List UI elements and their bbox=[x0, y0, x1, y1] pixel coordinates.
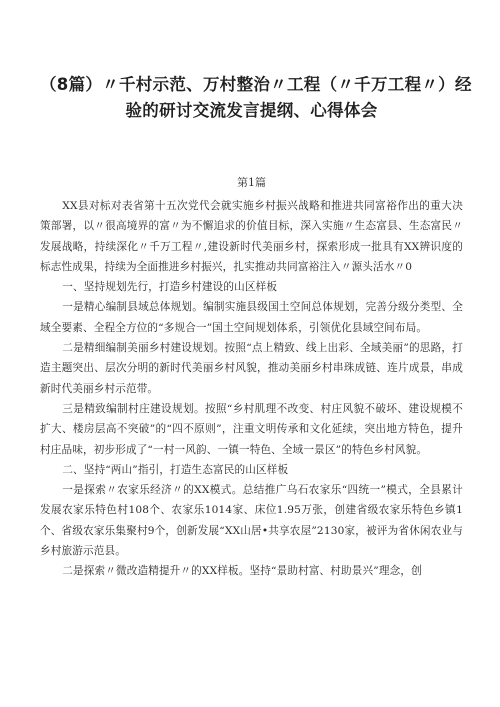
title-line-2: 验的研讨交流发言提纲、心得体会 bbox=[125, 101, 378, 120]
body-paragraph: 一是探索〃农家乐经济〃的XX模式。总结推广乌石农家乐“四统一”模式，全县累计发展农家乐特色村108个、农家乐1014家、床位1.95万张，创建省级农家乐特色乡镇1个、省级农家乐集聚村9个，创新发展“XX山居•共享农屋”2130家，被评为省休闲农业与乡村旅游示范县。 bbox=[40, 484, 463, 558]
body-paragraph: 二是精细编制美丽乡村建设规划。按照“点上精致、线上出彩、全域美丽”的思路，打造主题突出、层次分明的新时代美丽乡村风貌，推动美丽乡村串珠成链、连片成景，串成新时代美丽乡村示范带。 bbox=[40, 342, 463, 395]
body-paragraph: 三是精致编制村庄建设规划。按照“乡村肌理不改变、村庄风貌不破坏、建设规模不扩大、楼房层高不突破”的“四不原则”，注重文明传承和文化延续，突出地方特色，提升村庄品味，初步形成了“一村一风韵、一镇一特色、全域一景区”的特色乡村风貌。 bbox=[40, 402, 463, 456]
section-label: 第1篇 bbox=[237, 176, 266, 189]
section-heading-1: 一、坚持规划先行，打造乡村建设的山区样板 bbox=[62, 281, 278, 294]
section-heading-2: 二、坚持“两山”指引，打造生态富民的山区样板 bbox=[62, 463, 289, 476]
title-line-1: （8篇）〃千村示范、万村整治〃工程（〃千万工程〃）经 bbox=[40, 75, 472, 94]
document-title bbox=[40, 72, 472, 124]
intro-paragraph: XX县对标对表省第十五次党代会就实施乡村振兴战略和推进共同富裕作出的重大决策部署，以〃很高境界的富〃为不懈追求的价值目标，深入实施〃生态富县、生态富民〃发展战略，持续深化〃千万工程〃,建设新时代美丽乡村，探索形成一批具有XX辨识度的标志性成果，持续为全面推进乡村振兴，扎实推动共同富裕注入〃源头活水〃0 bbox=[40, 200, 463, 273]
body-paragraph: 一是精心编制县域总体规划。编制实施县级国土空间总体规划，完善分级分类型、全域全要素、全程全方位的“多规合一”国土空间规划体系，引领优化县域空间布局。 bbox=[40, 301, 463, 334]
body-paragraph: 二是探索〃微改造精提升〃的XX样板。坚持“景助村富、村助景兴”理念，创 bbox=[62, 565, 422, 578]
document-body bbox=[40, 196, 463, 582]
